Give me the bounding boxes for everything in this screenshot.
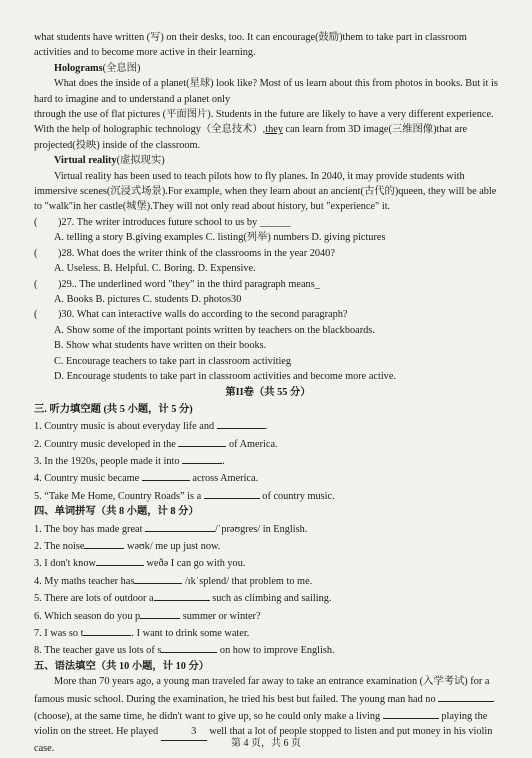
heading-holograms-cn: (全息图) [102, 62, 141, 74]
answer-bracket[interactable]: ( [34, 247, 38, 259]
passage-text: well that a lot of people stopped to listen and put money in his violin case. [34, 726, 493, 754]
page-footer: 第 4 页，共 6 页 [231, 738, 301, 749]
answer-blank[interactable] [84, 537, 124, 549]
item-text: 8. The teacher gave us lots of s [34, 645, 162, 657]
spelling-item [34, 624, 502, 641]
heading-vr-en: Virtual reality [54, 155, 117, 167]
answer-blank[interactable] [161, 641, 217, 653]
answer-bracket[interactable]: ( [34, 309, 38, 321]
spelling-item [34, 572, 502, 589]
heading-holograms [34, 61, 502, 76]
item-text: 6. Which season do you p [34, 610, 141, 622]
item-text: 2. The noise [34, 541, 85, 552]
question-text: )30. What can interactive walls do according to the second paragraph? [58, 309, 348, 321]
spelling-item [34, 589, 502, 606]
grammar-section-title: 五、语法填空（共 10 小题，计 10 分） [34, 660, 210, 672]
listening-item [34, 452, 502, 469]
item-text: weðə I can go with you. [143, 558, 246, 570]
answer-blank[interactable] [145, 520, 215, 532]
answer-blank[interactable] [154, 589, 210, 601]
question-28 [34, 246, 502, 277]
answer-blank[interactable] [83, 624, 131, 636]
passage-text: More than 70 years ago, a young man traveled far away to take an entrance examination (入学考试) for a famous music school. During the examination, he tried his best but failed. The young man had no [34, 676, 490, 705]
passage-paragraph-virtual-reality: Virtual reality has been used to teach pilots how to fly planes. In 2040, it may provide students with immersive scenes(沉浸式场景).For example, when they learn about an ancient(古代的)queen, they will be able to "walk"in her castle(城堡).They will not only read about history, but "experience" it. [34, 170, 497, 213]
question-text: )29.. The underlined word "they" in the third paragraph means_ [58, 278, 320, 290]
passage-text: playing the violin on the street. He played [34, 711, 488, 738]
heading-holograms-en: Holograms [54, 62, 103, 74]
question-option-a: A. Show some of the important points written by teachers on the blackboards. [54, 324, 375, 336]
listening-item [34, 417, 502, 434]
question-option-c: C. Encourage teachers to take part in classroom activitieg [54, 355, 292, 367]
item-text: 5. “Take Me Home, Country Roads” is a [34, 490, 204, 502]
heading-vr-cn: (虚拟现实) [116, 155, 165, 167]
passage-text: can learn from 3D image(三维图像)that are projected(投映) inside of the classroom. [34, 124, 468, 151]
passage-paragraph-holograms-cont [34, 107, 502, 153]
passage-text: through the use of flat pictures (平面图片). Students in the future are likely to have a very different experience. With the help of holographic technology（全息技术）, [34, 109, 494, 136]
answer-blank[interactable] [178, 435, 226, 447]
item-text: 3. In the 1920s, people made it into [34, 455, 183, 467]
answer-blank[interactable] [182, 452, 222, 464]
question-text: )27. The writer introduces future school to us by ______ [58, 216, 291, 228]
item-text: /ˈprəʊgres/ in English. [215, 523, 308, 535]
listening-item [34, 487, 502, 504]
passage-paragraph-intro: what students have written (写) on their desks, too. It can encourage(鼓励)them to take part in classroom activities and to become more active in their learning. [34, 32, 467, 59]
question-option-d: D. Encourage students to take part in classroom activities and become more active. [54, 370, 396, 382]
answer-blank[interactable] [134, 572, 182, 584]
item-text: . I want to drink some water. [131, 628, 250, 640]
item-text: 5. There are lots of outdoor a [34, 593, 154, 605]
listening-item [34, 435, 502, 452]
question-30 [34, 307, 502, 384]
item-text: on how to improve English. [217, 645, 335, 657]
item-text: wəʊk/ me up just now. [124, 541, 221, 552]
question-options: A. Useless. B. Helpful. C. Boring. D. Expensive. [54, 263, 256, 275]
spelling-item [34, 607, 502, 624]
answer-bracket[interactable]: ( [34, 216, 38, 228]
spelling-item [34, 554, 502, 571]
passage-paragraph-holograms: What does the inside of a planet(星球) look like? Most of us learn about this from photos in books. But it is hard to imagine and to understand a planet only [34, 78, 498, 105]
answer-blank[interactable] [217, 417, 265, 429]
spelling-item [34, 641, 502, 658]
question-text: )28. What does the writer think of the classrooms in the year 2040? [58, 247, 335, 259]
underlined-word-they: they [265, 124, 283, 136]
item-text: of country music. [259, 490, 335, 502]
answer-blank[interactable] [204, 487, 260, 499]
item-text: 7. I was so t [34, 628, 84, 640]
listening-item [34, 469, 502, 486]
item-text: summer or winter? [180, 610, 261, 622]
question-29 [34, 277, 502, 308]
item-text: across America. [189, 473, 259, 485]
item-text: 1. The boy has made great [34, 523, 146, 535]
item-text: 4. Country music became [34, 473, 142, 485]
answer-blank[interactable] [96, 554, 144, 566]
answer-blank[interactable] [438, 690, 494, 702]
item-text: . [264, 421, 268, 433]
spelling-item [34, 520, 502, 537]
answer-blank[interactable] [140, 607, 180, 619]
item-text: 3. I don't know [34, 558, 96, 570]
item-text: such as climbing and sailing. [209, 593, 332, 605]
item-text: 4. My maths teacher has [34, 575, 135, 587]
answer-blank-numbered[interactable]: 3 [161, 724, 207, 740]
question-option-b: B. Show what students have written on their books. [54, 340, 267, 352]
item-text: . [222, 455, 225, 467]
item-text: 2. Country music developed in the [34, 438, 179, 450]
item-text: /ɪkˈsplend/ that problem to me. [182, 575, 313, 587]
passage-text: (choose), at the same time, he didn't want to give up, so he could only make a living [34, 711, 383, 723]
question-options: A. Books B. pictures C. students D. photos30 [54, 293, 242, 305]
spelling-item [34, 537, 502, 554]
part-two-title: 第II卷（共 55 分） [225, 387, 311, 399]
answer-bracket[interactable]: ( [34, 278, 38, 290]
question-options: A. telling a story B.giving examples C. listing(列举) numbers D. giving pictures [54, 232, 386, 244]
listening-section-title: 三. 听力填空题 (共 5 小题，计 5 分) [34, 403, 193, 415]
spelling-section-title: 四、单词拼写（共 8 小题，计 8 分） [34, 506, 199, 518]
heading-virtual-reality [34, 153, 502, 168]
item-text: 1. Country music is about everyday life and [34, 421, 217, 433]
answer-blank[interactable] [383, 707, 439, 719]
answer-blank[interactable] [142, 469, 190, 481]
question-27 [34, 215, 502, 246]
item-text: of America. [226, 438, 278, 450]
